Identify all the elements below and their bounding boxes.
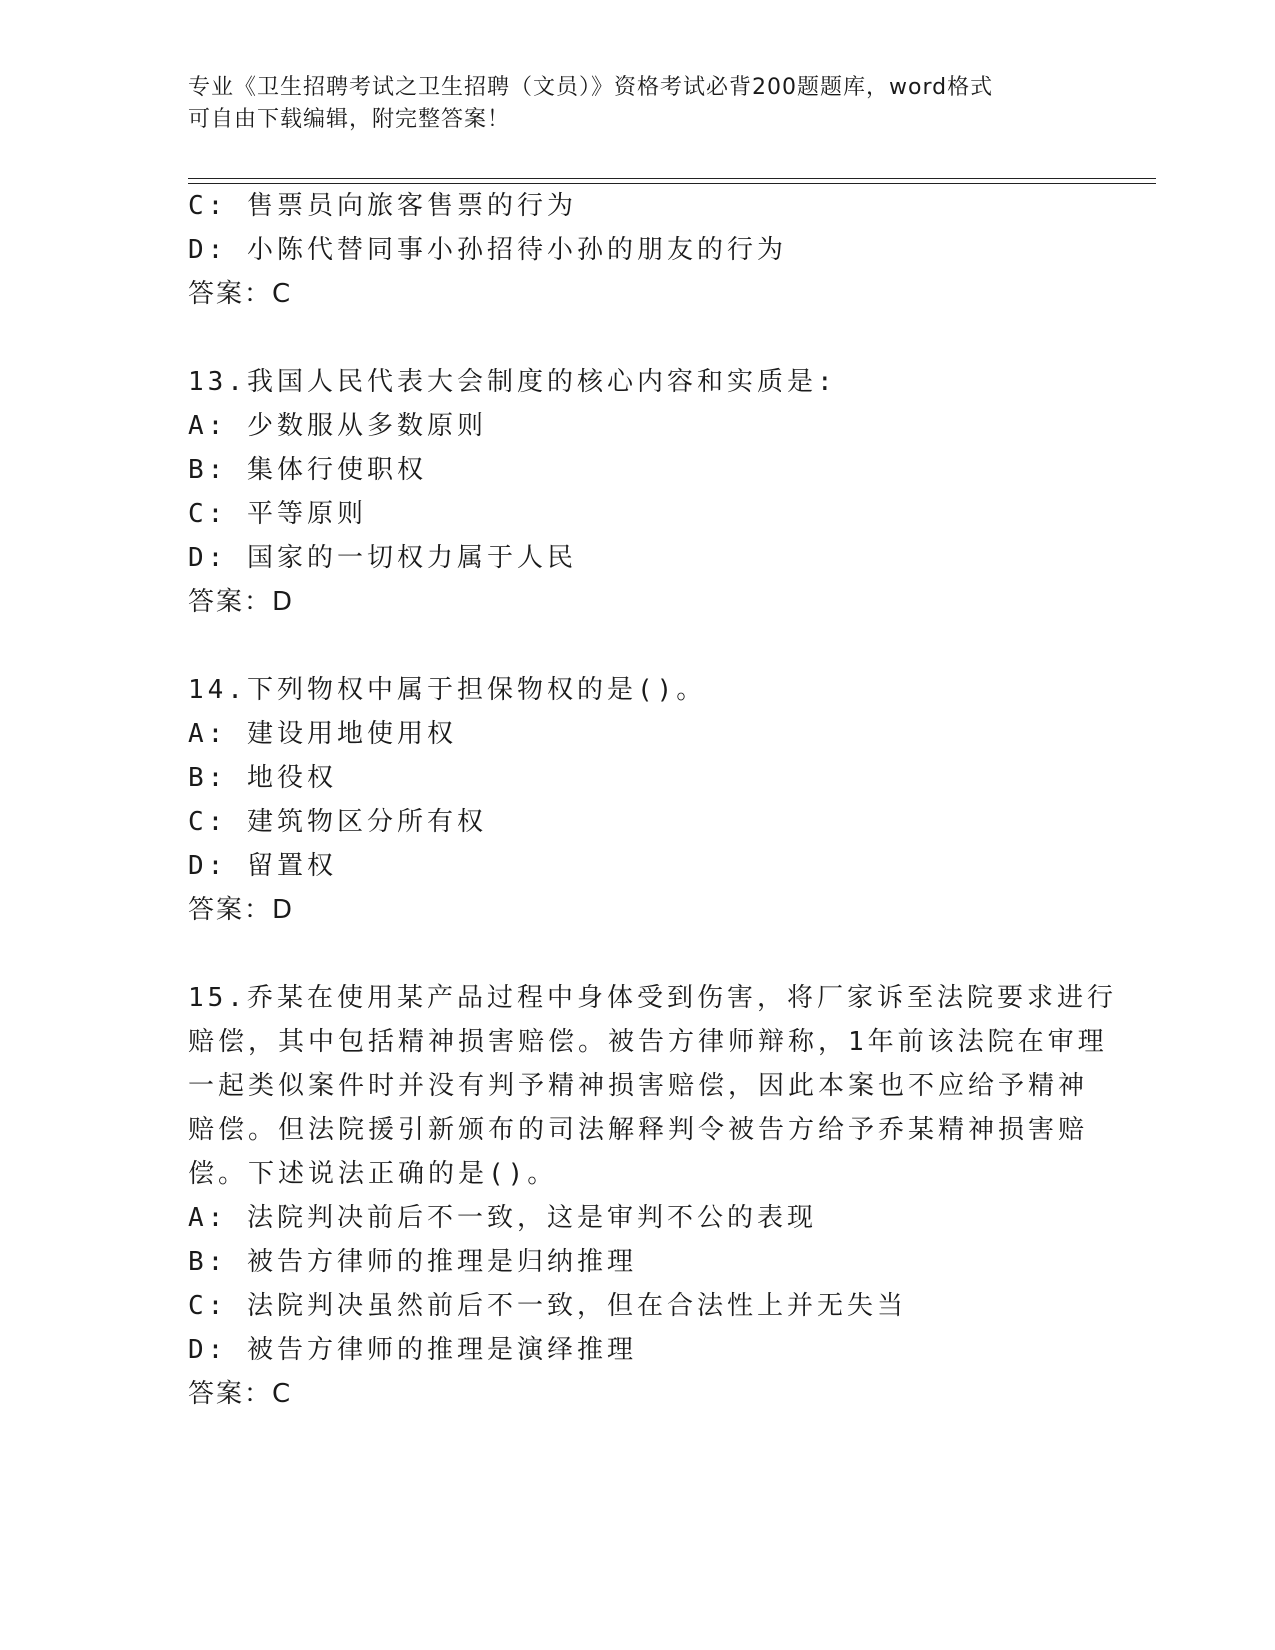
q14-option-c: C: 建筑物区分所有权 (188, 807, 487, 837)
q14-question: 14.下列物权中属于担保物权的是()。 (188, 675, 707, 705)
q15-question-line-2: 赔偿，其中包括精神损害赔偿。被告方律师辩称，1年前该法院在审理 (188, 1027, 1108, 1057)
q15-option-a: A: 法院判决前后不一致，这是审判不公的表现 (188, 1203, 817, 1233)
q12-option-c: C: 售票员向旅客售票的行为 (188, 191, 577, 221)
q14-option-a: A: 建设用地使用权 (188, 719, 457, 749)
q15-option-b: B: 被告方律师的推理是归纳推理 (188, 1247, 637, 1277)
q15-question-line-1: 15.乔某在使用某产品过程中身体受到伤害，将厂家诉至法院要求进行 (188, 983, 1117, 1013)
header-rule-top (188, 178, 1156, 179)
q15-question-line-4: 赔偿。但法院援引新颁布的司法解释判令被告方给予乔某精神损害赔 (188, 1115, 1089, 1145)
q12-answer: 答案：C (188, 279, 293, 309)
header-rule-bottom (188, 183, 1156, 184)
q13-option-b: B: 集体行使职权 (188, 455, 427, 485)
q15-question-line-3: 一起类似案件时并没有判予精神损害赔偿，因此本案也不应给予精神 (188, 1071, 1089, 1101)
q14-answer: 答案：D (188, 895, 295, 925)
q15-question-line-5: 偿。下述说法正确的是()。 (188, 1159, 558, 1189)
q15-answer: 答案：C (188, 1379, 293, 1409)
q13-option-d: D: 国家的一切权力属于人民 (188, 543, 577, 573)
q13-answer: 答案：D (188, 587, 295, 617)
q14-option-d: D: 留置权 (188, 851, 337, 881)
q13-option-c: C: 平等原则 (188, 499, 367, 529)
q13-question: 13.我国人民代表大会制度的核心内容和实质是: (188, 367, 837, 397)
q13-option-a: A: 少数服从多数原则 (188, 411, 487, 441)
q12-option-d: D: 小陈代替同事小孙招待小孙的朋友的行为 (188, 235, 787, 265)
header-line-1: 专业《卫生招聘考试之卫生招聘（文员）》资格考试必背200题题库，word格式 (188, 75, 994, 100)
q15-option-d: D: 被告方律师的推理是演绎推理 (188, 1335, 637, 1365)
page-header (188, 72, 1088, 136)
q15-option-c: C: 法院判决虽然前后不一致，但在合法性上并无失当 (188, 1291, 907, 1321)
q14-option-b: B: 地役权 (188, 763, 337, 793)
header-line-2: 可自由下载编辑，附完整答案！ (188, 107, 511, 132)
